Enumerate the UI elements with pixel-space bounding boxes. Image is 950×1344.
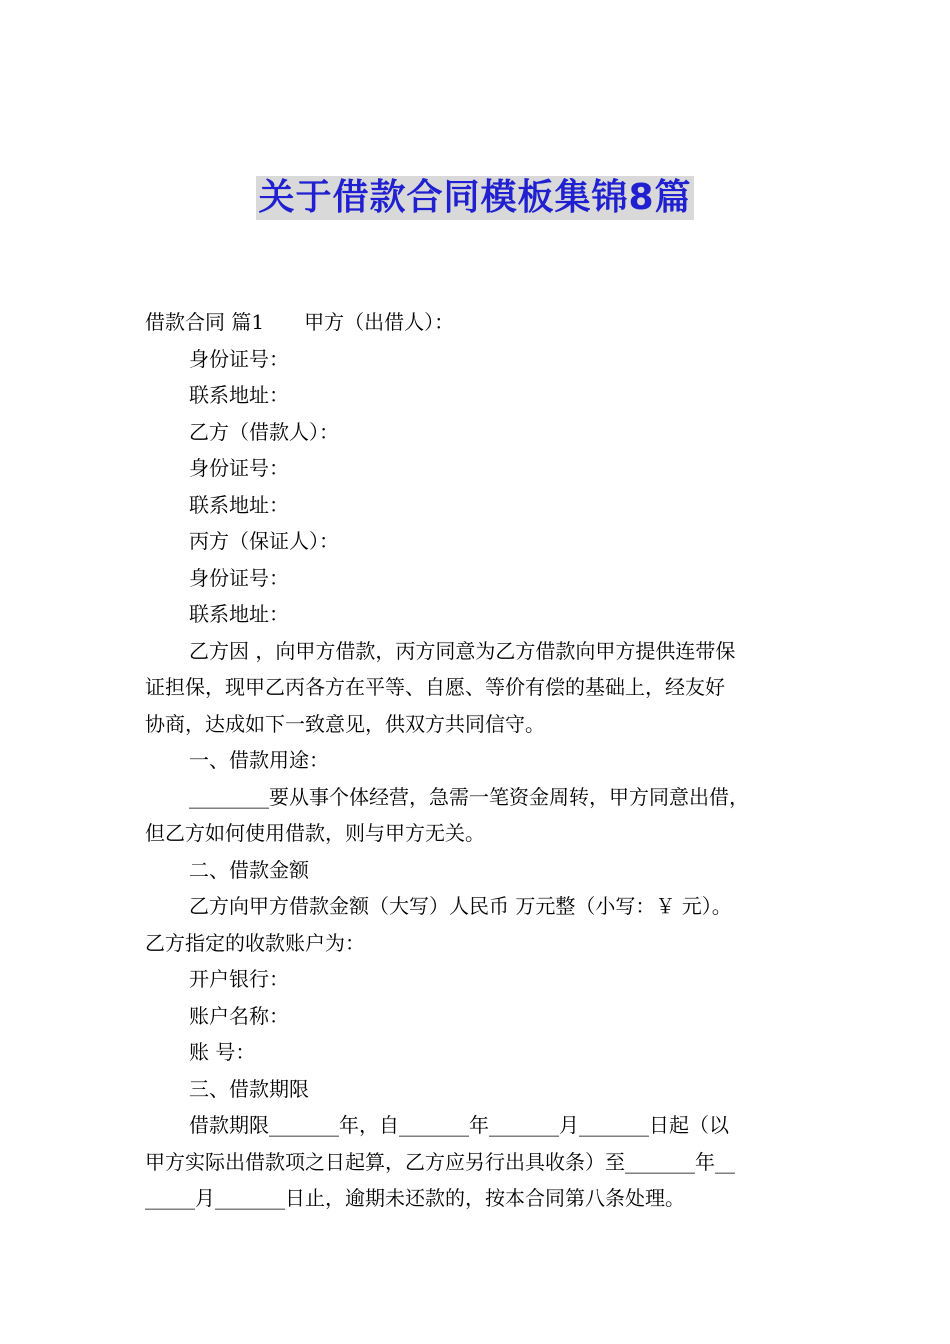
paragraph-line: 账户名称： <box>189 1003 289 1028</box>
paragraph-line: 乙方因 ，向甲方借款，丙方同意为乙方借款向甲方提供连带保 <box>189 638 736 663</box>
paragraph-line: 丙方（保证人）： <box>189 529 339 553</box>
paragraph-line: 一、借款用途： <box>189 748 329 772</box>
paragraph-line: _____月_______日止，逾期未还款的，按本合同第八条处理。 <box>145 1186 685 1210</box>
paragraph-line: 三、借款期限 <box>189 1076 309 1101</box>
paragraph-line: 甲方实际出借款项之日起算，乙方应另行出具收条）至_______年__ <box>145 1149 735 1174</box>
section-heading-line <box>145 304 817 341</box>
section-heading: 借款合同 篇1 <box>145 310 265 334</box>
paragraph-line: 联系地址： <box>189 602 289 626</box>
title-container <box>0 176 950 220</box>
paragraph-line: 身份证号： <box>189 565 289 590</box>
document-title: 关于借款合同模板集锦8篇 <box>258 177 692 218</box>
document-body <box>145 304 817 1217</box>
paragraph-line: 联系地址： <box>189 383 289 407</box>
paragraph-line: 但乙方如何使用借款，则与甲方无关。 <box>145 821 485 845</box>
paragraph-line: 账 号： <box>189 1040 256 1064</box>
paragraph-line: 协商，达成如下一致意见，供双方共同信守。 <box>145 711 545 736</box>
paragraph-line: 开户银行： <box>189 967 289 991</box>
paragraph-line: 乙方指定的收款账户为： <box>145 930 365 955</box>
paragraph-line: 身份证号： <box>189 346 289 371</box>
paragraph-line: 证担保，现甲乙丙各方在平等、自愿、等价有偿的基础上，经友好 <box>145 675 725 699</box>
paragraph-line: ________要从事个体经营，急需一笔资金周转，甲方同意出借， <box>189 784 749 809</box>
paragraph-line: 乙方向甲方借款金额（大写）人民币 万元整（小写：￥ 元）。 <box>189 894 732 918</box>
paragraph-line: 借款期限_______年，自_______年_______月_______日起（以 <box>189 1113 729 1137</box>
paragraph-line: 联系地址： <box>189 492 289 517</box>
paragraph-line: 身份证号： <box>189 456 289 480</box>
paragraph-line: 乙方（借款人）： <box>189 419 339 444</box>
paragraph-line: 二、借款金额 <box>189 857 309 882</box>
party-a-label: 甲方（出借人）： <box>304 310 455 334</box>
